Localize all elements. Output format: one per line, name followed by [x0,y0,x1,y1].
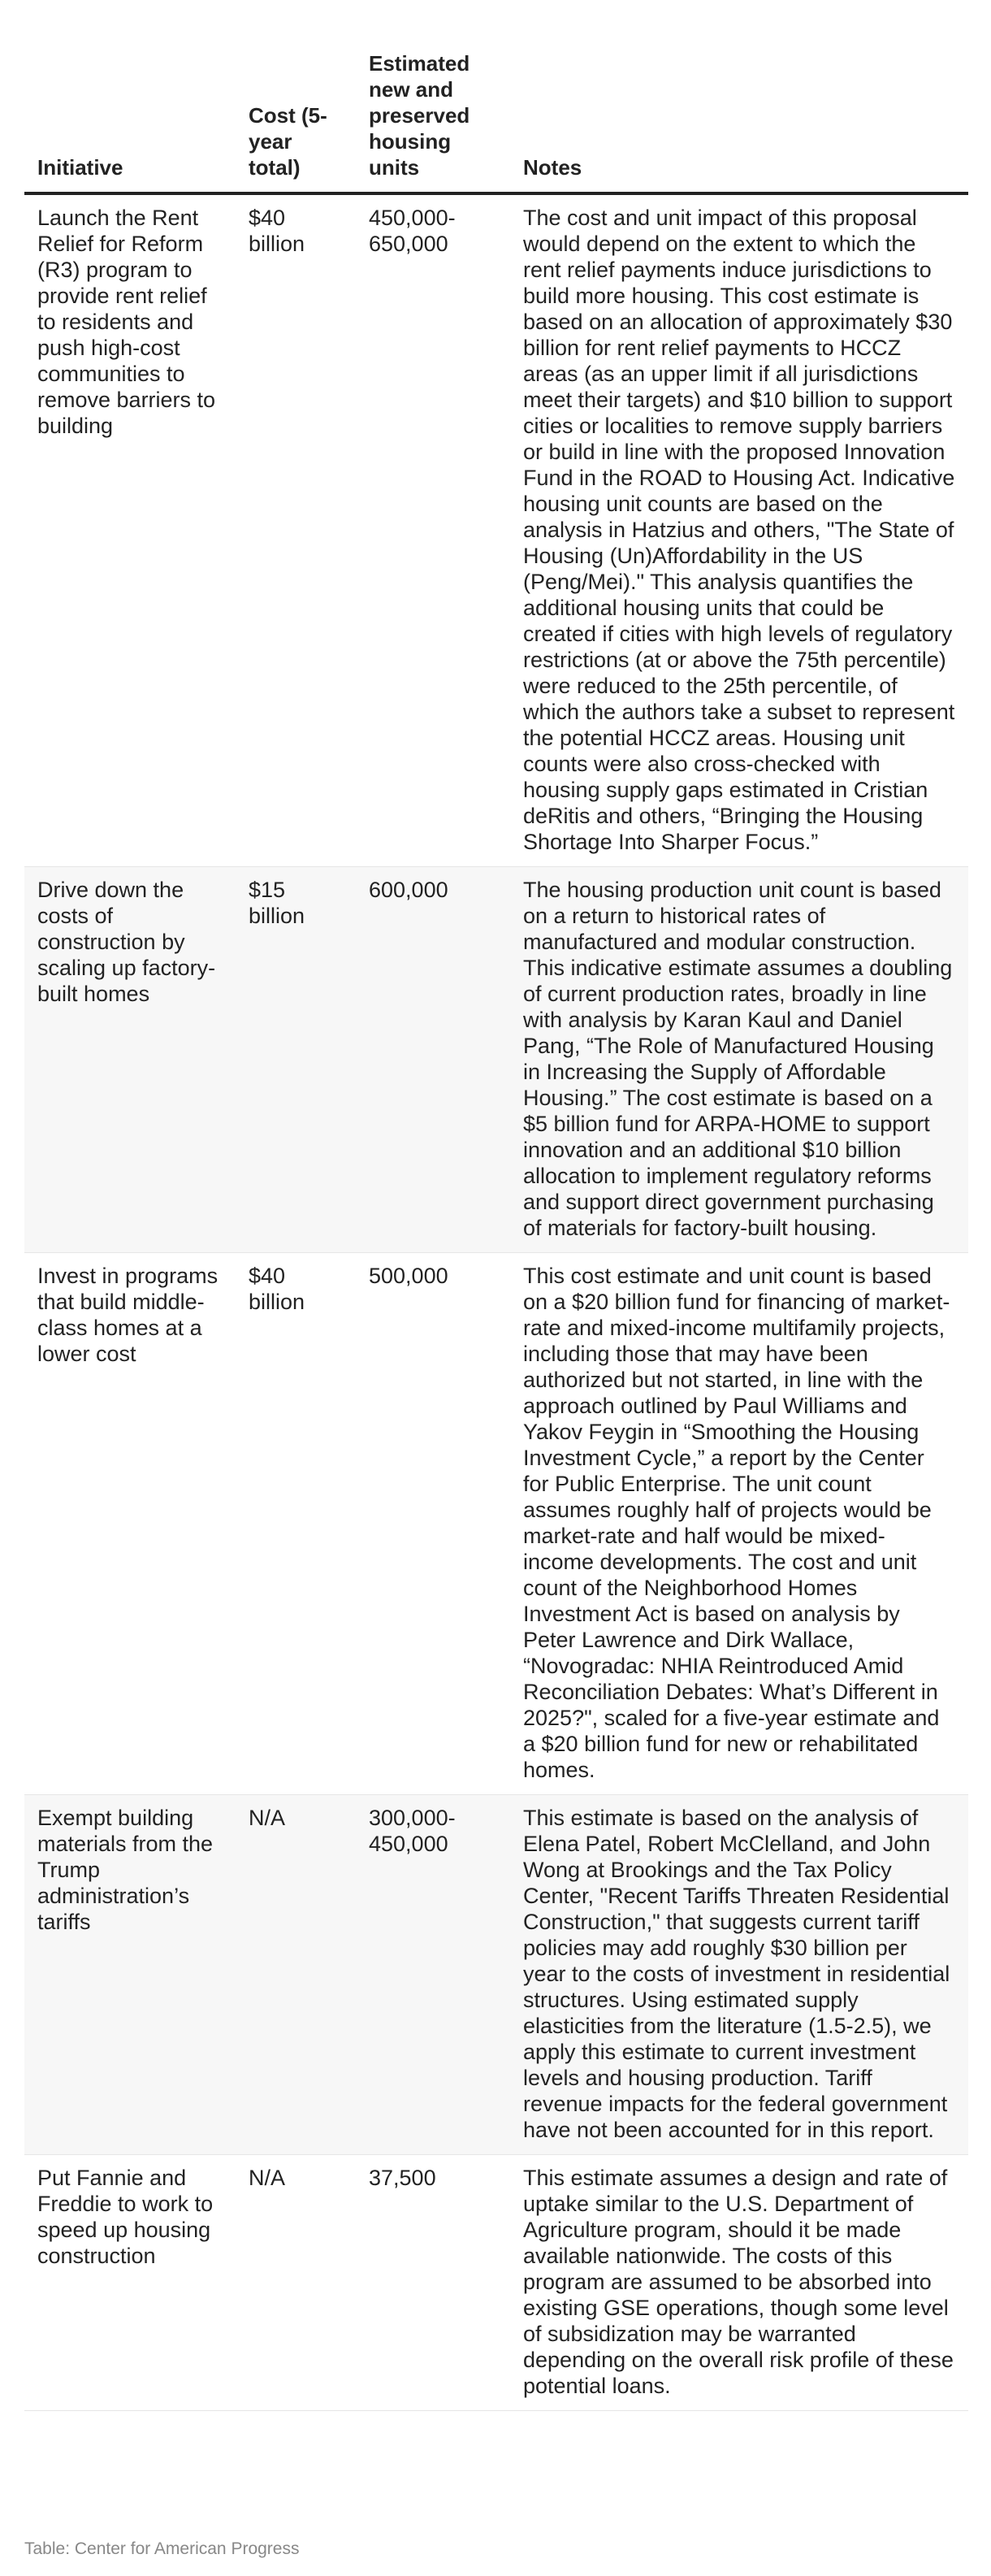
cell-initiative: Launch the Rent Relief for Reform (R3) program to provide rent relief to residents and push high-cost communities to remove barriers to building [24,193,236,867]
cell-cost: N/A [236,2155,356,2411]
header-initiative: Initiative [24,50,236,193]
header-units: Estimated new and preserved housing units [356,50,510,193]
cell-notes: This estimate assumes a design and rate of uptake similar to the U.S. Department of Agriculture program, should it be made available nationwide. The costs of this program are assumed to be absorbed into existing GSE operations, though some level of subsidization may be warranted depending on the overall risk profile of these potential loans. [510,2155,968,2411]
cell-initiative: Drive down the costs of construction by scaling up factory-built homes [24,867,236,1253]
cell-units: 500,000 [356,1253,510,1795]
cell-cost: N/A [236,1795,356,2155]
cell-notes: This estimate is based on the analysis of Elena Patel, Robert McClelland, and John Wong at Brookings and the Tax Policy Center, "Recent Tariffs Threaten Residential Construction," that suggests current tariff policies may add roughly $30 billion per year to the costs of investment in residential structures. Using estimated supply elasticities from the literature (1.5-2.5), we apply this estimate to current investment levels and housing production. Tariff revenue impacts for the federal government have not been accounted for in this report. [510,1795,968,2155]
cell-initiative: Invest in programs that build middle-class homes at a lower cost [24,1253,236,1795]
cell-units: 300,000-450,000 [356,1795,510,2155]
header-cost: Cost (5-year total) [236,50,356,193]
table-row [24,1795,968,2155]
cell-cost: $40 billion [236,1253,356,1795]
header-notes: Notes [510,50,968,193]
cell-units: 600,000 [356,867,510,1253]
cell-initiative: Put Fannie and Freddie to work to speed up housing construction [24,2155,236,2411]
cell-cost: $40 billion [236,193,356,867]
table-row [24,867,968,1253]
table-row [24,193,968,867]
housing-initiatives-table [24,50,968,2411]
cell-units: 37,500 [356,2155,510,2411]
table-source-credit: Table: Center for American Progress [24,2539,300,2558]
table-header [24,50,968,193]
cell-cost: $15 billion [236,867,356,1253]
header-row [24,50,968,193]
table-row [24,2155,968,2411]
cell-notes: The housing production unit count is based on a return to historical rates of manufactured and modular construction. This indicative estimate assumes a doubling of current production rates, broadly in line with analysis by Karan Kaul and Daniel Pang, “The Role of Manufactured Housing in Increasing the Supply of Affordable Housing.” The cost estimate is based on a $5 billion fund for ARPA-HOME to support innovation and an additional $10 billion allocation to implement regulatory reforms and support direct government purchasing of materials for factory-built housing. [510,867,968,1253]
cell-initiative: Exempt building materials from the Trump administration’s tariffs [24,1795,236,2155]
cell-units: 450,000-650,000 [356,193,510,867]
table-row [24,1253,968,1795]
cell-notes: This cost estimate and unit count is based on a $20 billion fund for financing of market-rate and mixed-income multifamily projects, including those that may have been authorized but not started, in line with the approach outlined by Paul Williams and Yakov Feygin in “Smoothing the Housing Investment Cycle,” a report by the Center for Public Enterprise. The unit count assumes roughly half of projects would be market-rate and half would be mixed-income developments. The cost and unit count of the Neighborhood Homes Investment Act is based on analysis by Peter Lawrence and Dirk Wallace, “Novogradac: NHIA Reintroduced Amid Reconciliation Debates: What’s Different in 2025?", scaled for a five-year estimate and a $20 billion fund for new or rehabilitated homes. [510,1253,968,1795]
cell-notes: The cost and unit impact of this proposal would depend on the extent to which the rent relief payments induce jurisdictions to build more housing. This cost estimate is based on an allocation of approximately $30 billion for rent relief payments to HCCZ areas (as an upper limit if all jurisdictions meet their targets) and $10 billion to support cities or localities to remove supply barriers or build in line with the proposed Innovation Fund in the ROAD to Housing Act. Indicative housing unit counts are based on the analysis in Hatzius and others, "The State of Housing (Un)Affordability in the US (Peng/Mei)." This analysis quantifies the additional housing units that could be created if cities with high levels of regulatory restrictions (at or above the 75th percentile) were reduced to the 25th percentile, of which the authors take a subset to represent the potential HCCZ areas. Housing unit counts were also cross-checked with housing supply gaps estimated in Cristian deRitis and others, “Bringing the Housing Shortage Into Sharper Focus.” [510,193,968,867]
table-body [24,193,968,2411]
